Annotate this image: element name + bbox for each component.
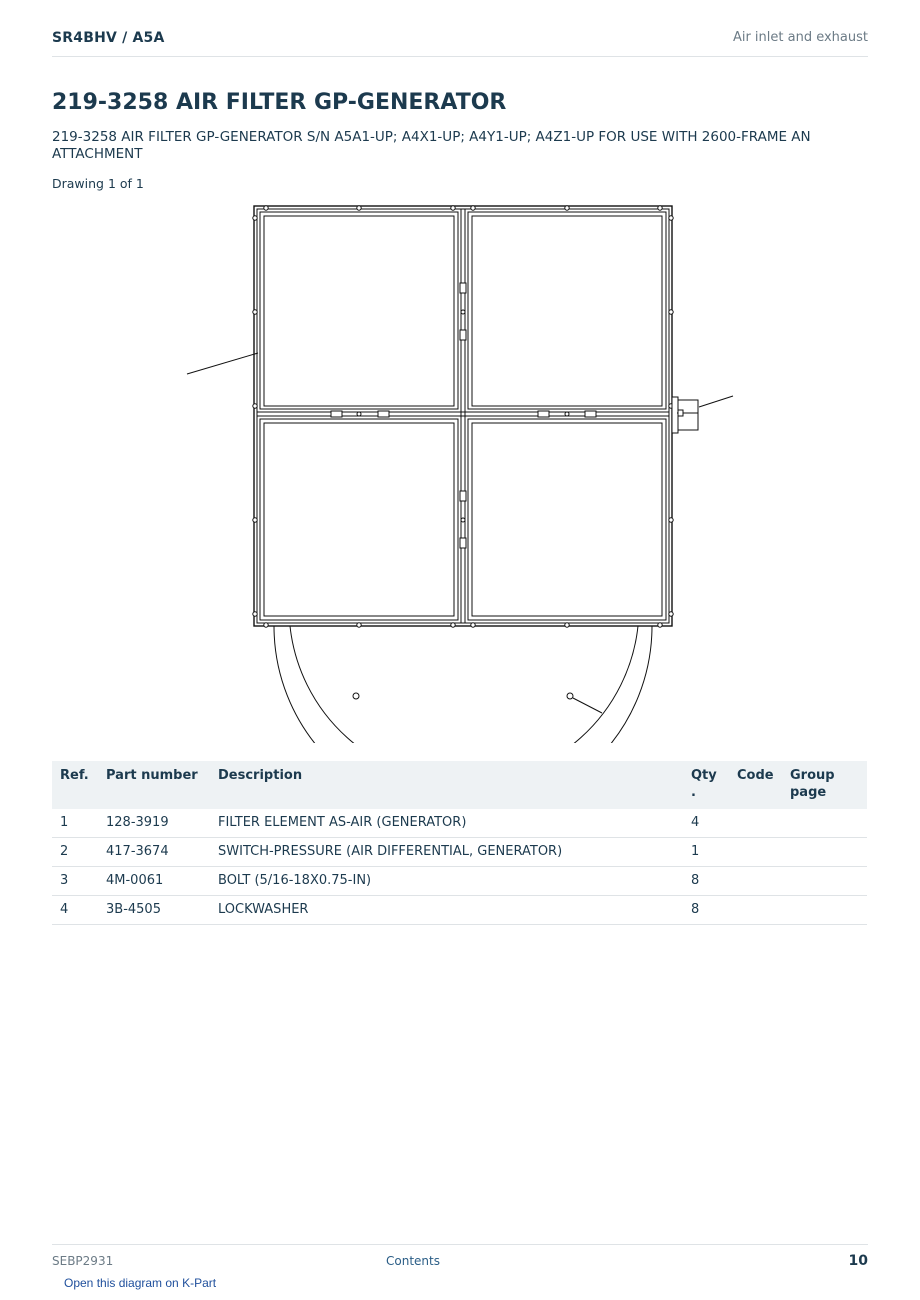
strap-arc-inner <box>290 626 638 743</box>
cell-part-number: 128-3919 <box>98 809 210 838</box>
cell-ref: 3 <box>52 867 98 896</box>
cell-ref: 1 <box>52 809 98 838</box>
pressure-switch-port <box>678 410 683 416</box>
filter-panel-top-left <box>260 212 458 409</box>
cell-ref: 2 <box>52 838 98 867</box>
page-number: 10 <box>848 1253 868 1269</box>
clip <box>460 283 466 293</box>
leader-line <box>699 396 733 407</box>
cell-ref: 4 <box>52 896 98 925</box>
cell-part-number: 4M-0061 <box>98 867 210 896</box>
filter-panel-top-right <box>468 212 666 409</box>
filter-panel-top-left-inner <box>264 216 454 406</box>
table-header-row <box>52 761 867 809</box>
col-header-part-number: Part number <box>98 761 210 809</box>
filter-panel-bottom-right <box>468 419 666 620</box>
cell-code <box>729 809 782 838</box>
clip <box>331 411 342 417</box>
col-header-qty: Qty . <box>683 761 729 809</box>
strap-hole <box>567 693 573 699</box>
page-header <box>52 28 868 57</box>
model-code: SR4BHV / A5A <box>52 30 165 46</box>
strap-arc-outer <box>274 626 652 743</box>
cell-description: FILTER ELEMENT AS-AIR (GENERATOR) <box>210 809 683 838</box>
filter-panel-bottom-left <box>260 419 458 620</box>
page-title: 219-3258 AIR FILTER GP-GENERATOR <box>52 90 507 115</box>
cell-qty: 4 <box>683 809 729 838</box>
cell-code <box>729 896 782 925</box>
col-header-ref: Ref. <box>52 761 98 809</box>
clip <box>460 330 466 340</box>
cell-code <box>729 867 782 896</box>
cell-qty: 8 <box>683 896 729 925</box>
cell-group-page <box>782 867 867 896</box>
col-header-code: Code <box>729 761 782 809</box>
clip <box>538 411 549 417</box>
filter-panel-bottom-left-inner <box>264 423 454 616</box>
filter-panel-bottom-right-inner <box>472 423 662 616</box>
kpart-link[interactable]: Open this diagram on K-Part <box>64 1276 217 1290</box>
parts-diagram <box>180 198 740 743</box>
clip <box>460 491 466 501</box>
cell-qty: 8 <box>683 867 729 896</box>
clip <box>460 538 466 548</box>
col-header-description: Description <box>210 761 683 809</box>
cell-code <box>729 838 782 867</box>
table-row <box>52 838 867 867</box>
table-row <box>52 867 867 896</box>
strap-hole <box>353 693 359 699</box>
cell-group-page <box>782 838 867 867</box>
leader-line <box>187 353 258 374</box>
pressure-switch-mount <box>672 397 678 433</box>
col-header-group-page: Group page <box>782 761 867 809</box>
section-name: Air inlet and exhaust <box>732 30 868 45</box>
contents-link[interactable]: Contents <box>386 1254 440 1268</box>
cell-group-page <box>782 896 867 925</box>
filter-panel-top-right-inner <box>472 216 662 406</box>
page-footer <box>52 1244 868 1275</box>
leader-line <box>573 698 602 713</box>
cell-part-number: 417-3674 <box>98 838 210 867</box>
table-row <box>52 809 867 838</box>
document-number: SEBP2931 <box>52 1254 114 1268</box>
cell-description: LOCKWASHER <box>210 896 683 925</box>
cell-part-number: 3B-4505 <box>98 896 210 925</box>
cell-group-page <box>782 809 867 838</box>
drawing-label: Drawing 1 of 1 <box>52 176 144 191</box>
parts-table <box>52 761 867 925</box>
cell-description: SWITCH-PRESSURE (AIR DIFFERENTIAL, GENERATOR) <box>210 838 683 867</box>
cell-description: BOLT (5/16-18X0.75-IN) <box>210 867 683 896</box>
clip <box>378 411 389 417</box>
table-row <box>52 896 867 925</box>
cell-qty: 1 <box>683 838 729 867</box>
page-subtitle: 219-3258 AIR FILTER GP-GENERATOR S/N A5A1-UP; A4X1-UP; A4Y1-UP; A4Z1-UP FOR USE WITH 2600-FRAME AN ATTACHMENT <box>52 129 811 162</box>
clip <box>585 411 596 417</box>
